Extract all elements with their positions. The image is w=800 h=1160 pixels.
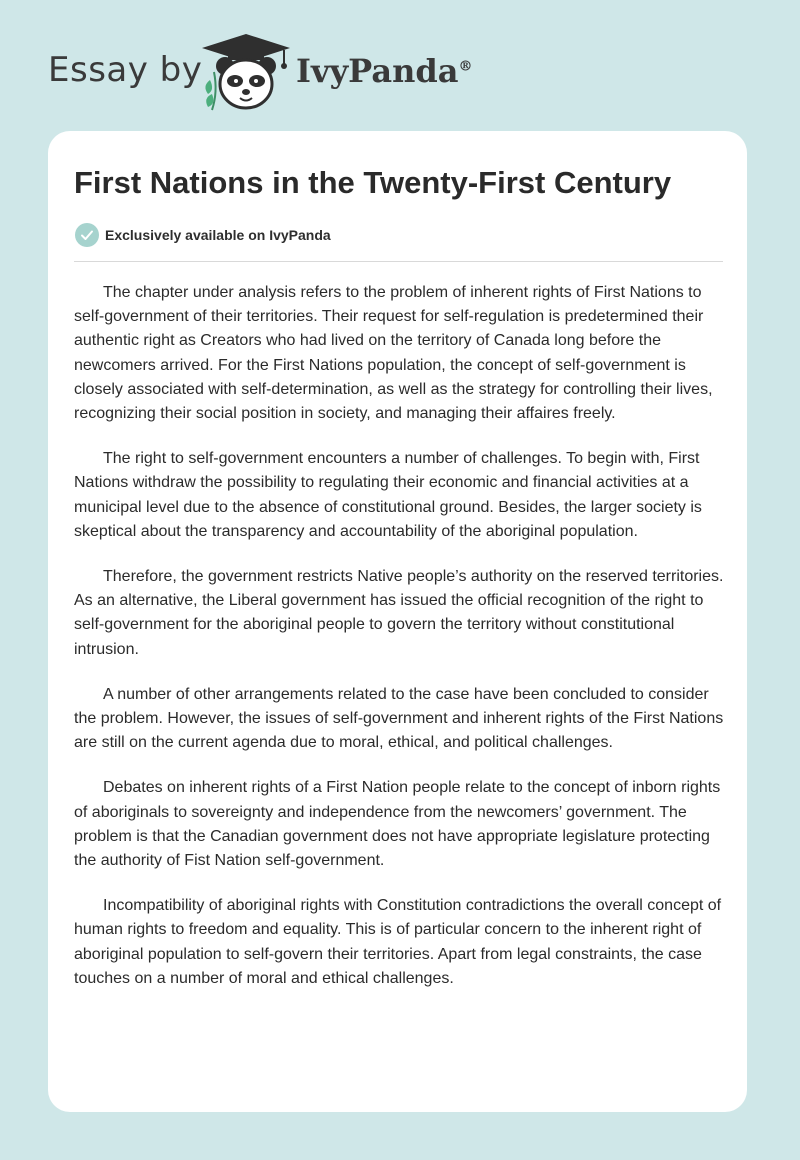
- paragraph: A number of other arrangements related to the case have been concluded to consider the problem. However, the issues of self-government and inherent rights of the First Nations are still on the current agenda due to moral, ethical, and political challenges.: [74, 685, 724, 752]
- exclusive-label: Exclusively available on IvyPanda: [105, 227, 331, 243]
- essay-card: [48, 131, 747, 1112]
- page-title: First Nations in the Twenty-First Century: [74, 165, 672, 200]
- paragraph: The right to self-government encounters a number of challenges. To begin with, First Nations withdraw the possibility to regulating their economic and financial activities at a municipal level due to the absence of constitutional ground. Besides, the larger society is skeptical about the transparency and accountability of the aboriginal population.: [74, 450, 702, 540]
- site-header: [0, 0, 800, 130]
- essay-by-label: Essay by: [48, 50, 203, 90]
- paragraph: Therefore, the government restricts Native people’s authority on the reserved territories. As an alternative, the Liberal government has issued the official recognition of the right to self-government for the aboriginal people to govern the territory without constitutional intrusion.: [74, 568, 724, 658]
- essay-body: [74, 281, 727, 1012]
- paragraph: Incompatibility of aboriginal rights with Constitution contradictions the overall concept of human rights to freedom and equality. This is of particular concern to the inherent right of aboriginal population to self-govern their territories. Apart from legal constraints, the case touches on a number of moral and ethical challenges.: [74, 897, 722, 987]
- panda-logo-icon[interactable]: [198, 32, 294, 112]
- exclusive-badge: [75, 223, 331, 247]
- divider: [74, 261, 723, 262]
- paragraph: The chapter under analysis refers to the problem of inherent rights of First Nations to self-government of their territories. Their request for self-regulation is predetermined their authentic right as Creators who had lived on the territory of Canada long before the newcomers arrived. For the First Nations population, the concept of self-government is closely associated with self-determination, as well as the strategy for controlling their lives, recognizing their social position in society, and managing their affaires freely.: [74, 284, 713, 423]
- check-icon: [75, 223, 99, 247]
- brand-name[interactable]: IvyPanda®: [296, 52, 473, 90]
- paragraph: Debates on inherent rights of a First Nation people relate to the concept of inborn rights of aboriginals to sovereignty and independence from the newcomers’ government. The problem is that the Canadian government does not have appropriate legislature protecting the authority of Fist Nation self-government.: [74, 779, 721, 870]
